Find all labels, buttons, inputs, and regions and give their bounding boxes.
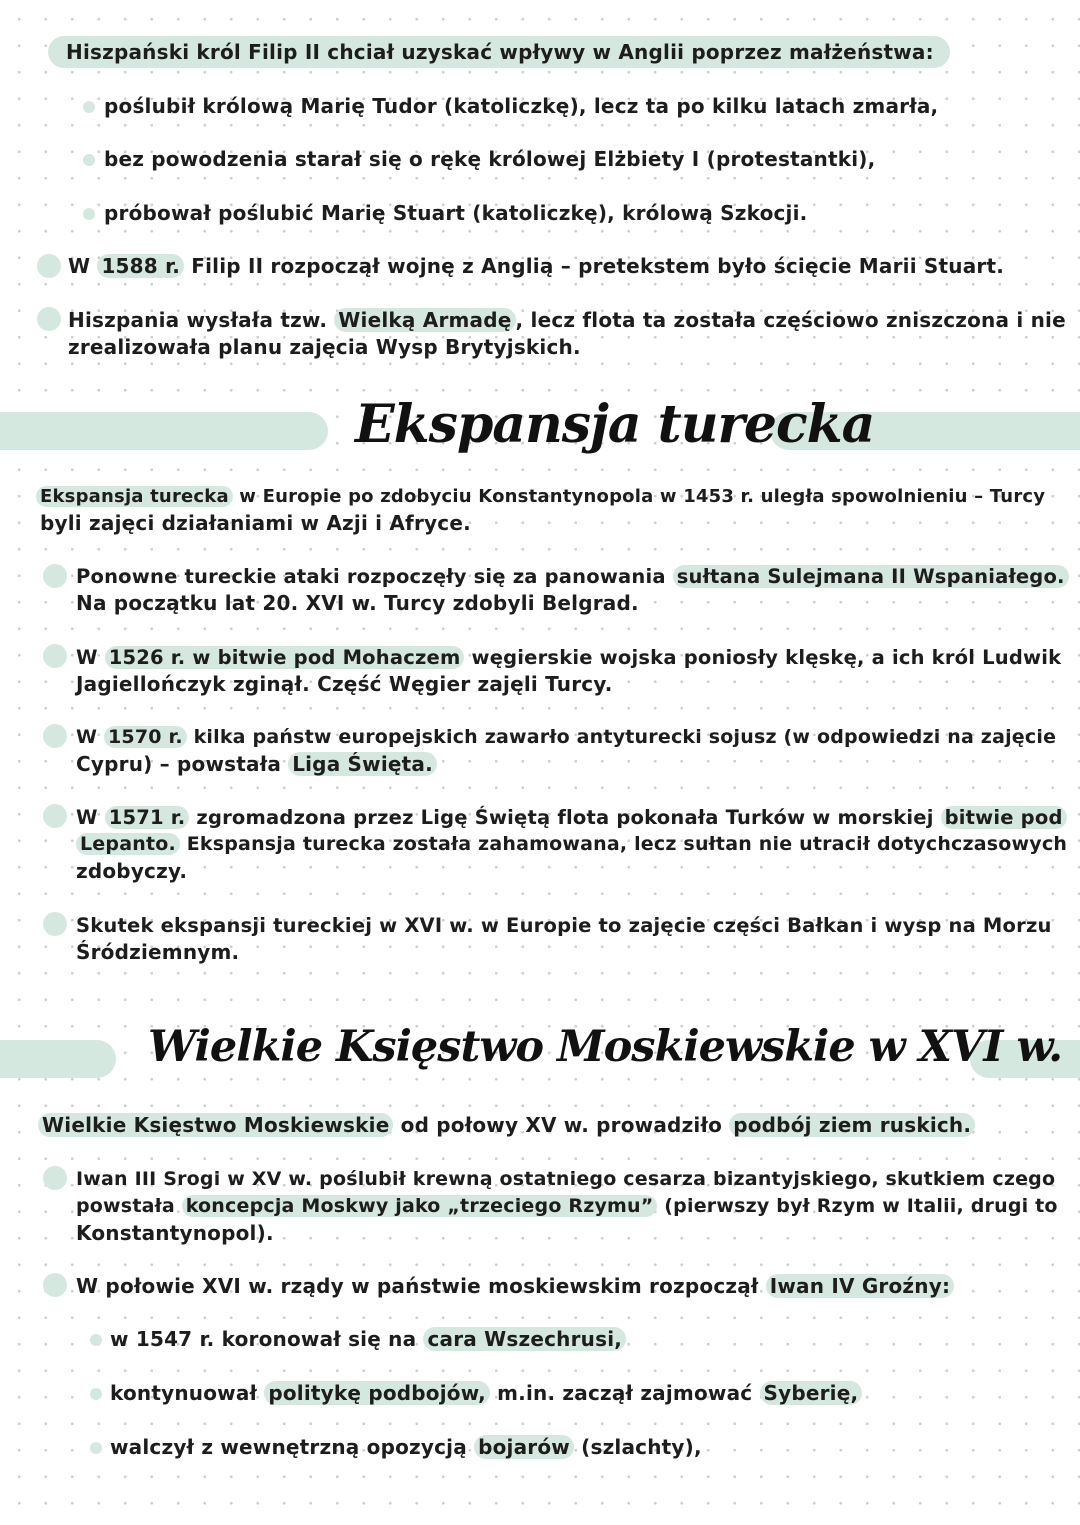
highlight-armada: Wielką Armadę [334,308,515,332]
sub-bullet-1: poślubił królową Marię Tudor (katoliczkę), lecz ta po kilku latach zmarła, [104,94,939,118]
intro-ekspansja-line1: Ekspansja turecka w Europie po zdobyciu Konstantynopola w 1453 r. uległa spowolnieniu – Turcy [36,483,1045,510]
sub-bullet-car: w 1547 r. koronował się na cara Wszechrusi, [110,1326,626,1353]
highlight-car: cara Wszechrusi, [423,1327,626,1351]
point-sulejman-line1: Ponowne tureckie ataki rozpoczęły się za panowania sułtana Sulejmana II Wspaniałego. [76,563,1069,590]
bullet-dot [90,1442,102,1454]
bullet-circle [43,912,67,936]
point-skutek-line1: Skutek ekspansji tureckiej w XVI w. w Europie to zajęcie części Bałkan i wysp na Morzu [76,914,1052,937]
point-lepanto-line3: zdobyczy. [76,859,188,883]
bullet-circle [37,307,61,331]
point-iwan3-line3: Konstantynopol). [76,1221,274,1245]
highlight-syberia: Syberię, [760,1381,863,1405]
bullet-armada-line1: Hiszpania wysłała tzw. Wielką Armadę , lecz flota ta została częściowo zniszczona i nie [68,308,1066,332]
highlight-bitwa: bitwie pod [941,806,1067,829]
highlight-liga: Liga Święta. [288,752,437,776]
section-title-ekspansja: Ekspansja turecka [355,394,875,455]
point-iwan3-line1: Iwan III Srogi w XV w. poślubił krewną ostatniego cesarza bizantyjskiego, skutkiem czego [76,1168,1056,1190]
bullet-circle [43,1273,67,1297]
highlight-bojarzy: bojarów [474,1435,574,1459]
highlight-year: 1588 r. [97,254,184,278]
highlight-year: 1571 r. [105,806,190,829]
point-liga-line2: Cypru) – powstała Liga Święta. [76,751,437,778]
point-lepanto-line2: Lepanto. Ekspansja turecka została zahamowana, lecz sułtan nie utracił dotychczasowych [76,831,1067,858]
bullet-circle [37,254,61,278]
point-liga-line1: W 1570 r. kilka państw europejskich zawarło antyturecki sojusz (w odpowiedzi na zajęcie [76,726,1057,748]
point-lepanto-line1: W 1571 r. zgromadzona przez Ligę Świętą flota pokonała Turków w morskiej bitwie pod [76,804,1067,831]
point-skutek-line2: Śródziemnym. [76,940,240,964]
bullet-circle [43,804,67,828]
bullet-circle [43,644,67,668]
point-sulejman-line2: Na początku lat 20. XVI w. Turcy zdobyli Belgrad. [76,591,639,615]
sub-bullet-3: próbował poślubić Marię Stuart (katoliczkę), królową Szkocji. [104,201,808,225]
lead-sentence [48,39,950,66]
section-title-moskwa: Wielkie Księstwo Moskiewskie w XVI w. [148,1022,1063,1072]
heading-bar-left [0,412,328,450]
bullet-dot [83,101,95,113]
bullet-armada-line2: zrealizowała planu zajęcia Wysp Brytyjskich. [68,335,581,359]
highlight-koncepcja: koncepcja Moskwy jako „trzeciego Rzymu” [182,1195,658,1217]
bullet-circle [43,724,67,748]
sub-bullet-podboje: kontynuował politykę podbojów, m.in. zaczął zajmować Syberię, [110,1380,862,1407]
highlight-ekspansja: Ekspansja turecka [36,486,233,507]
bullet-dot [83,154,95,166]
intro-ekspansja-line2: byli zajęci działaniami w Azji i Afryce. [40,511,471,535]
sub-bullet-2: bez powodzenia starał się o rękę królowej Elżbiety I (protestantki), [104,147,876,171]
point-iwan3-line2: powstała koncepcja Moskwy jako „trzeciego Rzymu” (pierwszy był Rzym w Italii, drugi to [76,1195,1058,1217]
bullet-dot [83,208,95,220]
point-mohacz-line2: Jagiellończyk zginął. Część Węgier zajęli Turcy. [76,672,613,696]
highlight-year: 1570 r. [104,726,187,748]
intro-moskwa: Wielkie Księstwo Moskiewskie od połowy XV w. prowadziło podbój ziem ruskich. [38,1112,975,1139]
lead-highlight: Hiszpański król Filip II chciał uzyskać wpływy w Anglii poprzez małżeństwa: [48,36,950,68]
highlight-podboj: podbój ziem ruskich. [729,1113,975,1137]
bullet-circle [43,1166,67,1190]
bullet-dot [90,1334,102,1346]
highlight-iwan4: Iwan IV Groźny: [766,1274,954,1298]
bullet-circle [43,564,67,588]
heading-bar-left [0,1040,116,1078]
highlight-lepanto: Lepanto. [76,833,180,855]
bullet-1588: W 1588 r. Filip II rozpoczął wojnę z Anglią – pretekstem było ścięcie Marii Stuart. [68,254,1005,278]
highlight-mohacz: 1526 r. w bitwie pod Mohaczem [105,646,465,669]
sub-bullet-bojarzy: walczył z wewnętrzną opozycją bojarów (szlachty), [110,1435,702,1459]
highlight-polityka: politykę podbojów, [264,1381,490,1405]
highlight-ksiestwo: Wielkie Księstwo Moskiewskie [38,1113,393,1137]
point-iwan4: W połowie XVI w. rządy w państwie moskiewskim rozpoczął Iwan IV Groźny: [76,1273,954,1300]
bullet-dot [90,1388,102,1400]
highlight-sulejman: sułtana Sulejmana II Wspaniałego. [673,565,1069,588]
point-mohacz-line1: W 1526 r. w bitwie pod Mohaczem węgierskie wojska poniosły klęskę, a ich król Ludwik [76,646,1062,669]
